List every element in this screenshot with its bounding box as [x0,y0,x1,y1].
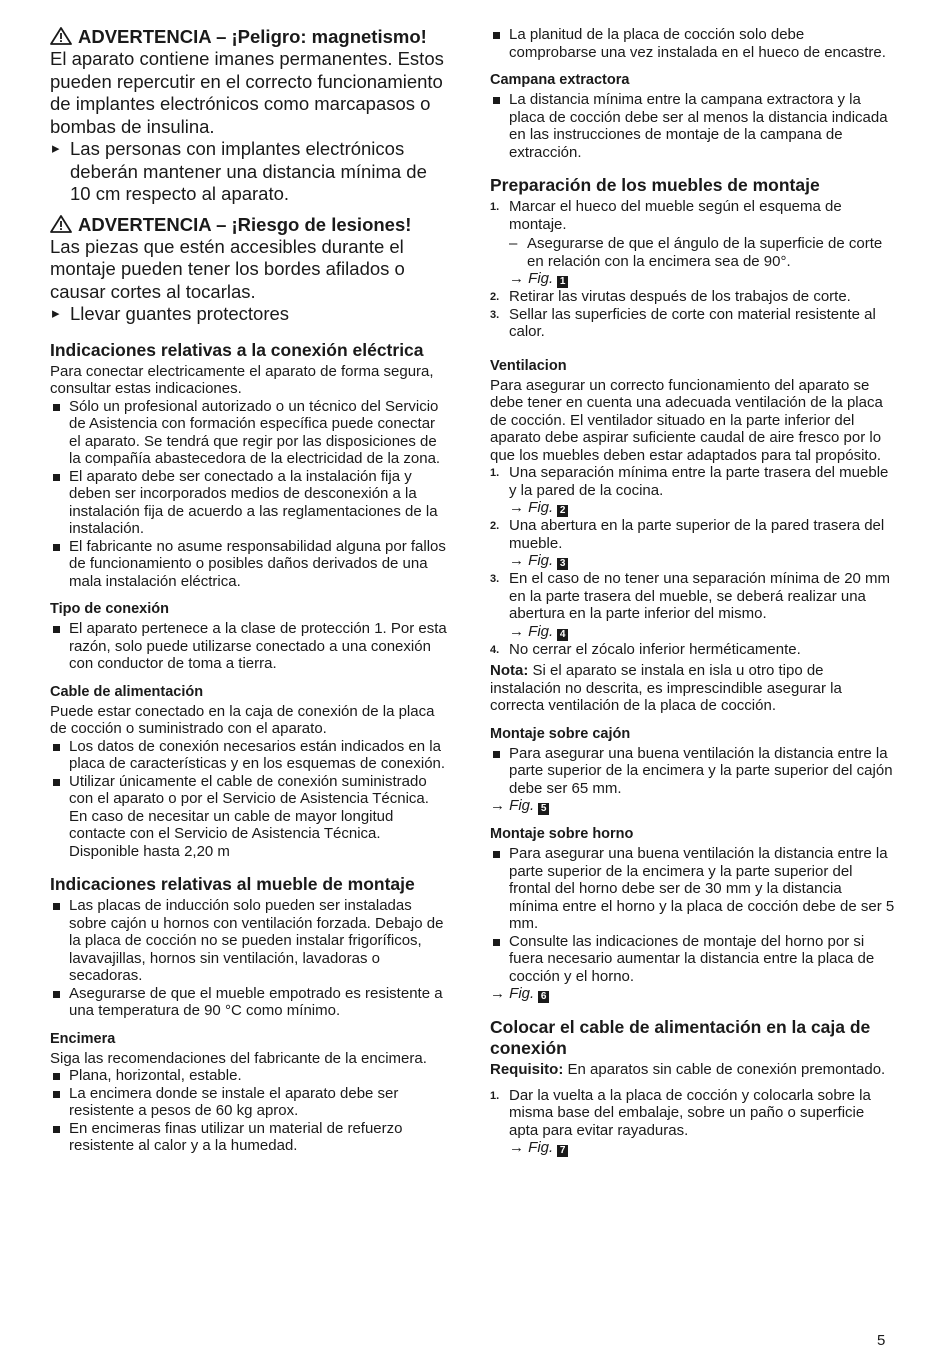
bullet-list [50,897,450,1020]
bullet-list [490,26,895,61]
list-item: Consulte las indicaciones de montaje del horno por si fuera necesario aumentar la distancia entre la placa de cocción y el horno. [490,933,895,986]
bullet-list [50,1067,450,1155]
warning-injury [50,214,450,326]
list-item [490,288,895,306]
fig-label: Fig. [528,499,554,516]
list-item: Las placas de inducción solo pueden ser instaladas sobre cajón u hornos con ventilación forzada. Debajo de la placa de cocción no se pueden instalar frigoríficos, lavavajillas, hornos sin ventilación, lavadoras o secadoras. [50,897,450,985]
dash-mark: – [509,235,518,252]
list-item: Utilizar únicamente el cable de conexión suministrado con el aparato o por el Servicio de Asistencia Técnica. En caso de necesitar un cable de mayor longitud contacte con el Servicio de Asistencia Técnica. Disponible hasta 2,20 m [50,773,450,861]
step-number: 4. [490,643,500,656]
fig-label: Fig. [528,270,554,287]
section-intro: Para asegurar un correcto funcionamiento del aparato se debe tener en cuenta una adecuada ventilación de la placa de cocción. El ventilador situado en la parte inferior del aparato debe aspirar suficiente caudal de aire fresco por lo que los muebles deben estar adaptados para tal propósito. [490,376,883,464]
subsection-heading: Ventilacion [490,357,567,374]
list-item: Para asegurar una buena ventilación la distancia entre la parte superior de la encimera y la parte superior del frontal del horno debe ser de 30 mm y la distancia mínima entre el horno y la placa de cocción debe de ser 5 mm. [490,845,895,933]
section-heading: Colocar el cable de alimentación en la caja de conexión [490,1017,871,1058]
fig-arrow: → [490,797,505,814]
sub-step-text: Asegurarse de que el ángulo de la superficie de corte en relación con la encimera sea de 90°. [527,235,883,270]
step-text: Dar la vuelta a la placa de cocción y colocarla sobre la misma base del embalaje, sobre un paño o superficie apta para evitar rayaduras. [509,1086,871,1139]
warning-action: ▸ Llevar guantes protectores [50,303,450,326]
list-item: El aparato pertenece a la clase de protección 1. Por esta razón, solo puede utilizarse conectado a una conexión con conductor de toma a tierra. [50,620,450,673]
bullet-list [50,738,450,861]
step-text: Una abertura en la parte superior de la pared trasera del mueble. [509,517,885,552]
subsection-heading: Tipo de conexión [50,601,169,617]
step-number: 2. [490,520,500,532]
figure-reference [490,797,895,815]
fig-label: Fig. [509,797,535,814]
list-item [490,570,895,641]
list-item [490,1087,895,1158]
fig-arrow: → [509,270,524,287]
step-number: 3. [490,573,500,585]
step-text: En el caso de no tener una separación mínima de 20 mm en la parte trasera del mueble, se deberá realizar una abertura en la parte inferior del mismo. [509,570,891,622]
list-item: La encimera donde se instale el aparato debe ser resistente a pesos de 60 kg aprox. [50,1085,450,1120]
requirement-text: En aparatos sin cable de conexión premontado. [567,1061,886,1078]
warning-body: Las piezas que estén accesibles durante el montaje pueden tener los bordes afilados o causar cortes al tocarlas. [50,235,405,302]
subsection-heading: Encimera [50,1030,116,1047]
page-number: 5 [877,1332,886,1349]
warning-action: ▸ Las personas con implantes electrónicos deberán mantener una distancia mínima de 10 cm respecto al aparato. [50,138,450,206]
note [490,662,895,715]
list-item: La distancia mínima entre la campana extractora y la placa de cocción debe ser al menos la distancia indicada en las instrucciones de montaje de la campana de extracción. [490,91,895,161]
list-item [490,517,895,570]
list-item: La planitud de la placa de cocción solo debe comprobarse una vez instalada en el hueco de encastre. [490,26,895,61]
step-number: 2. [490,291,500,303]
figure-reference [509,552,895,570]
figure-reference [490,985,895,1003]
list-item: Asegurarse de que el mueble empotrado es resistente a una temperatura de 90 °C como mínimo. [50,985,450,1020]
section-heading: Preparación de los muebles de montaje [490,175,820,195]
step-number: 1. [490,1089,500,1102]
figure-reference [509,623,895,641]
fig-number: 5 [538,803,549,815]
subsection-heading: Campana extractora [490,72,630,88]
fig-number: 4 [557,629,568,641]
step-text: No cerrar el zócalo inferior herméticamente. [509,640,801,658]
step-text: Retirar las virutas después de los trabajos de corte. [509,288,851,305]
warning-title: ADVERTENCIA – ¡Peligro: magnetismo! [50,26,450,48]
list-item: En encimeras finas utilizar un material de refuerzo resistente al calor y a la humedad. [50,1120,450,1155]
fig-number: 2 [557,505,568,517]
fig-arrow: → [509,499,524,516]
figure-reference [509,1139,895,1157]
sub-step [490,235,895,270]
fig-label: Fig. [528,1139,554,1156]
numbered-list [490,198,895,233]
fig-arrow: → [509,552,524,569]
fig-arrow: → [509,1139,524,1156]
fig-label: Fig. [528,552,554,569]
warning-body: El aparato contiene imanes permanentes. Estos pueden repercutir en el correcto funcionamiento de implantes electrónicos como marcapasos o bombas de insulina. [50,48,444,137]
warning-triangle-icon [50,27,72,45]
list-item: Sólo un profesional autorizado o un técnico del Servicio de Asistencia con formación específica puede conectar el aparato. Se tendrá que regir por las disposiciones de la compañía abastecedora de la electricidad de la zona. [50,398,450,468]
note-text: Si el aparato se instala en isla u otro tipo de instalación no descrita, es imprescindible asegurar la correcta ventilación de la placa de cocción. [490,662,842,714]
list-item: Los datos de conexión necesarios están indicados en la placa de características y en los esquemas de conexión. [50,738,450,773]
list-item: Plana, horizontal, estable. [50,1067,450,1085]
step-text: Sellar las superficies de corte con material resistente al calor. [509,305,876,340]
warning-magnetism [50,26,450,206]
bullet-list [50,620,450,673]
warning-triangle-icon [50,215,72,233]
fig-number: 7 [557,1145,568,1157]
numbered-list [490,1087,895,1158]
requirement [490,1061,895,1079]
bullet-list [50,398,450,591]
fig-arrow: → [490,985,505,1002]
list-item [490,641,895,659]
note-label: Nota: [490,662,529,679]
figure-reference [490,270,895,288]
right-column [490,26,895,1157]
list-item [490,198,895,233]
step-number: 1. [490,201,500,213]
step-number: 1. [490,467,500,479]
numbered-list [490,464,895,658]
requirement-label: Requisito: [490,1061,564,1078]
section-heading: Indicaciones relativas a la conexión eléctrica [50,339,424,360]
list-item: El fabricante no asume responsabilidad alguna por fallos de funcionamiento o posibles daños derivados de una mala instalación eléctrica. [50,538,450,591]
section-intro: Puede estar conectado en la caja de conexión de la placa de cocción o suministrado con el aparato. [50,702,435,737]
warning-title: ADVERTENCIA – ¡Riesgo de lesiones! [50,214,450,236]
subsection-heading: Montaje sobre horno [490,826,634,842]
step-number: 3. [490,308,500,321]
subsection-heading: Montaje sobre cajón [490,725,631,742]
fig-number: 6 [538,991,549,1003]
bullet-list [490,745,895,798]
bullet-list [490,845,895,985]
section-intro: Siga las recomendaciones del fabricante de la encimera. [50,1049,427,1067]
fig-arrow: → [509,622,524,640]
list-item [490,306,895,341]
left-column [50,26,450,1155]
figure-reference [509,499,895,517]
fig-number: 1 [557,276,568,288]
list-item: El aparato debe ser conectado a la instalación fija y deben ser incorporados medios de desconexión a la instalación fija de acuerdo a las reglamentaciones de la instalación. [50,468,450,538]
step-text: Una separación mínima entre la parte trasera del mueble y la pared de la cocina. [509,464,889,499]
numbered-list [490,288,895,341]
subsection-heading: Cable de alimentación [50,683,204,700]
bullet-list [490,91,895,161]
list-item [490,464,895,517]
step-text: Marcar el hueco del mueble según el esquema de montaje. [509,198,842,233]
fig-number: 3 [557,558,568,570]
fig-label: Fig. [509,985,535,1002]
section-intro: Para conectar electricamente el aparato de forma segura, consultar estas indicaciones. [50,362,434,397]
section-heading: Indicaciones relativas al mueble de montaje [50,874,415,894]
list-item: Para asegurar una buena ventilación la distancia entre la parte superior de la encimera y la parte superior del cajón debe ser 65 mm. [490,745,895,798]
fig-label: Fig. [528,622,554,640]
